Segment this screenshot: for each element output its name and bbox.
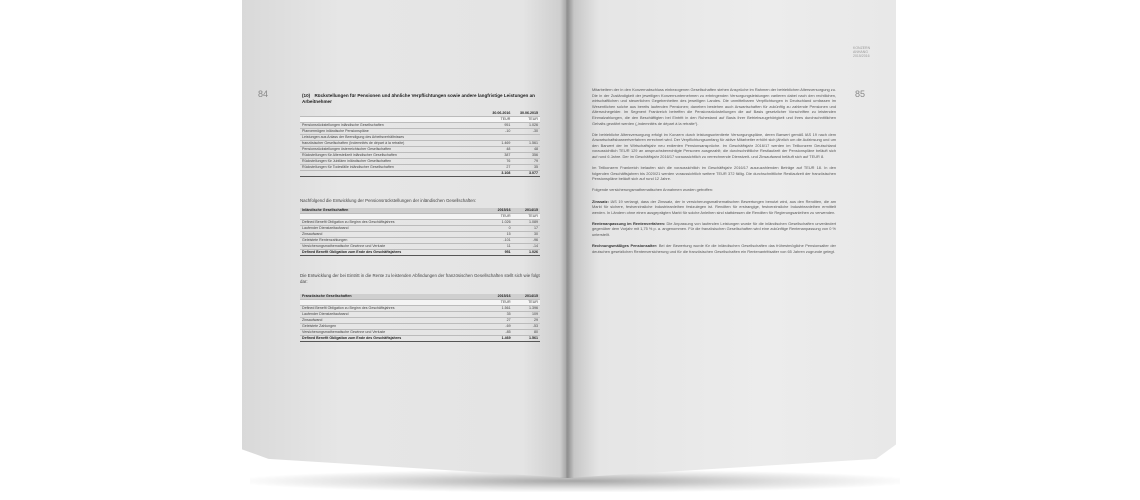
table-row: Zinsaufwand 15 30 (302, 232, 538, 236)
right-page-text-column (592, 87, 836, 260)
section-heading (302, 93, 540, 105)
table-row: Defined Benefit Obligation zu Beginn des Geschäftsjahres 1.026 1.089 (302, 220, 538, 224)
table-row: Rückstellungen für Jubiläen inländischer Gesellschaften 76 79 (302, 159, 538, 163)
left-page-number: 84 (258, 89, 269, 99)
body-paragraph: Rentenanpassung im Rentenverfahren: Die Anpassung von laufenden Leistungen wurde für die inländischen Gesellschaften unverändert gegenüber dem Vorjahr mit 1,75 % p. a. angenommen. Für die französischen Gesellschaften wird eine zukünftige Rentenanpassung von 0 % unterstellt. (592, 220, 837, 237)
section-number: (10) (302, 93, 311, 98)
table-total-row: Defined Benefit Obligation zum Ende des Geschäftsjahres 1.469 1.561 (302, 336, 538, 340)
table-row: Leistungen aus Anlass der Beendigung des Arbeitsverhältnisses (300, 135, 540, 141)
table-header-row: Inländische Gesellschaften 2015/16 2014/15 (302, 208, 538, 212)
table-row: französischer Gesellschaften (Indemnités de départ à la retraite) 1.469 1.561 (302, 141, 538, 145)
body-paragraph: Im Teilkonzern Frankreich belaufen sich die voraussichtlich im Geschäftsjahr 2016/17 auszuzahlenden Beträge auf TEUR 18. In den folgenden Geschäftsjahren bis 2020/21 werden voraussichtlich weitere TEUR 372 fällig. Die durchschnittliche Restlaufzeit der französischen Pensionspläne beläuft sich auf rund 12 Jahre. (592, 165, 836, 182)
table-unit-row: TEUR TEUR (300, 117, 540, 123)
body-paragraph: Zinssatz: IAS 19 verlangt, dass der Zinssatz, der in versicherungsmathematischen Bewertungen benutzt wird, aus den Renditen, die am Markt für sichere, festverzinsliche Industrieanleihen festzulegen ist. Renditen für erstrangige, festverzinsliche Industrieanleihen ermittelt werden. In Ländern ohne einen ausgeprägten Markt für solche Anleihen sind stattdessen die Renditen für Regierungsanleihen zu verwenden. (592, 198, 836, 215)
table-total-row: 3.108 3.077 (300, 171, 540, 177)
table-row: Geleistete Rentenzahlungen -101 -96 (302, 238, 538, 242)
table-header-row: 30.06.2016 30.06.2015 (300, 111, 540, 117)
domestic-pension-table (300, 208, 540, 256)
table-row: Geleistete Zahlungen -69 -53 (302, 324, 538, 328)
section-title: Rückstellungen für Pensionen und ähnliche Verpflichtungen sowie andere langfristige Leistungen an Arbeitnehmer (302, 93, 535, 104)
table-unit-row: TEUR TEUR (300, 214, 540, 220)
table-row: Pensionsrückstellungen inländische Gesellschaften 951 1.026 (302, 123, 538, 127)
body-paragraph: Die betriebliche Altersversorgung erfolgt im Konzern durch leistungsorientierte Versorgungspläne, deren Barwert gemäß IAS 19 nach dem Anwartschaftsbarwertverfahren errechnet wird. Der Verpflichtungsumfang für aktive Mitarbeiter erhöht sich jährlich um die Aufzinsung und um den Barwert der im Wirtschaftsjahr neu erdienten Pensionsansprüche. Im Geschäftsjahr 2016/17 werden im Teilkonzern Deutschland voraussichtlich TEUR 129 an anspruchsberechtigte Personen ausgezahlt; die durchschnittliche Restlaufzeit der Pensionspläne beläuft sich auf rund 6 Jahre. Der im Geschäftsjahr 2016/17 voraussichtlich zu verrechnende Dienstzeit- und Zinsaufwand beläuft sich auf TEUR 8. (592, 131, 836, 160)
body-paragraph: Folgende versicherungsmathematischen Annahmen wurden getroffen: (592, 187, 714, 193)
book-gutter (560, 0, 574, 478)
table-header-row: Französische Gesellschaften 2015/16 2014/15 (302, 294, 538, 298)
right-page-number: 85 (855, 89, 866, 99)
body-paragraph: Mitarbeitern der in den Konzernabschluss einbezogenen Gesellschaften stehen Ansprüche im Rahmen der betrieblichen Altersversorgung zu. Die in der Zuständigkeit der jeweiligen Konzernunternehmen zu erbringenden Versorgungsleistungen variieren dabei nach den rechtlichen, wirtschaftlichen und steuerlichen Gegebenheiten des jeweiligen Landes. Die unmittelbaren Verpflichtungen in Deutschland umfassen im Wesentlichen solche aus bereits laufenden Pensionen; daneben bestehen auch Anwartschaften für zukünftig zu zahlende Pensionen und Altersruhegelder. Im Segment Frankreich betreffen die Pensionsrückstellungen die auf Basis gesetzlicher Vorschriften zu leistenden Einmalzahlungen, die den Beschäftigten bei Eintritt in den Ruhestand auf Basis ihrer Betriebszugehörigkeit und ihres durchschnittlichen Gehalts gewährt werden („indemnités de départ à la retraite“). (592, 87, 836, 126)
table-row: Pensionsrückstellungen österreichischer Gesellschaften 48 48 (302, 147, 538, 151)
table-row: Rückstellungen für Altersteilzeit inländischer Gesellschaften 387 356 (302, 153, 538, 157)
table-row: Zinsaufwand 27 29 (302, 318, 538, 322)
table-row: Versicherungsmathematische Gewinne und Verluste 11 -14 (302, 244, 538, 248)
table-row: Versicherungsmathematische Gewinne und Verluste -85 80 (302, 330, 538, 334)
table-row: Laufender Dienstzeitaufwand 35 109 (302, 312, 538, 316)
provisions-overview-table (300, 111, 540, 177)
table-unit-row: TEUR TEUR (300, 300, 540, 306)
french-intro-text: Die Entwicklung der bei Eintritt in die Rente zu leistenden Abfindungen der französischen Gesellschaften stellt sich wie folgt dar: (300, 273, 540, 284)
table-row: Laufender Dienstzeitaufwand 0 17 (302, 226, 538, 230)
table-total-row: Defined Benefit Obligation zum Ende des Geschäftsjahres 951 1.026 (302, 250, 538, 254)
domestic-intro-text: Nachfolgend die Entwicklung der Pensionsrückstellungen der inländischen Gesellschaften: (300, 198, 477, 203)
body-paragraph: Rechnungsmäßiges Pensionsalter: Bei der Bewertung wurde für die inländischen Gesellschaften das frühestmögliche Pensionsalter der deutschen gesetzlichen Rentenversicherung und für die französischen Gesellschaften ein Rentenantrittsalter von 65 Jahren zugrunde gelegt. (592, 243, 836, 254)
french-severance-table (300, 294, 540, 342)
table-row: Rückstellungen für Todesfälle inländischer Gesellschaften 27 35 (302, 165, 538, 169)
table-row: Planvermögen inländische Pensionspläne -10 -30 (302, 129, 538, 133)
table-row: Defined Benefit Obligation zu Beginn des Geschäftsjahres 1.561 1.396 (302, 306, 538, 310)
chapter-side-tab: KONZERN ANHANG 2015/2016 (853, 46, 871, 58)
